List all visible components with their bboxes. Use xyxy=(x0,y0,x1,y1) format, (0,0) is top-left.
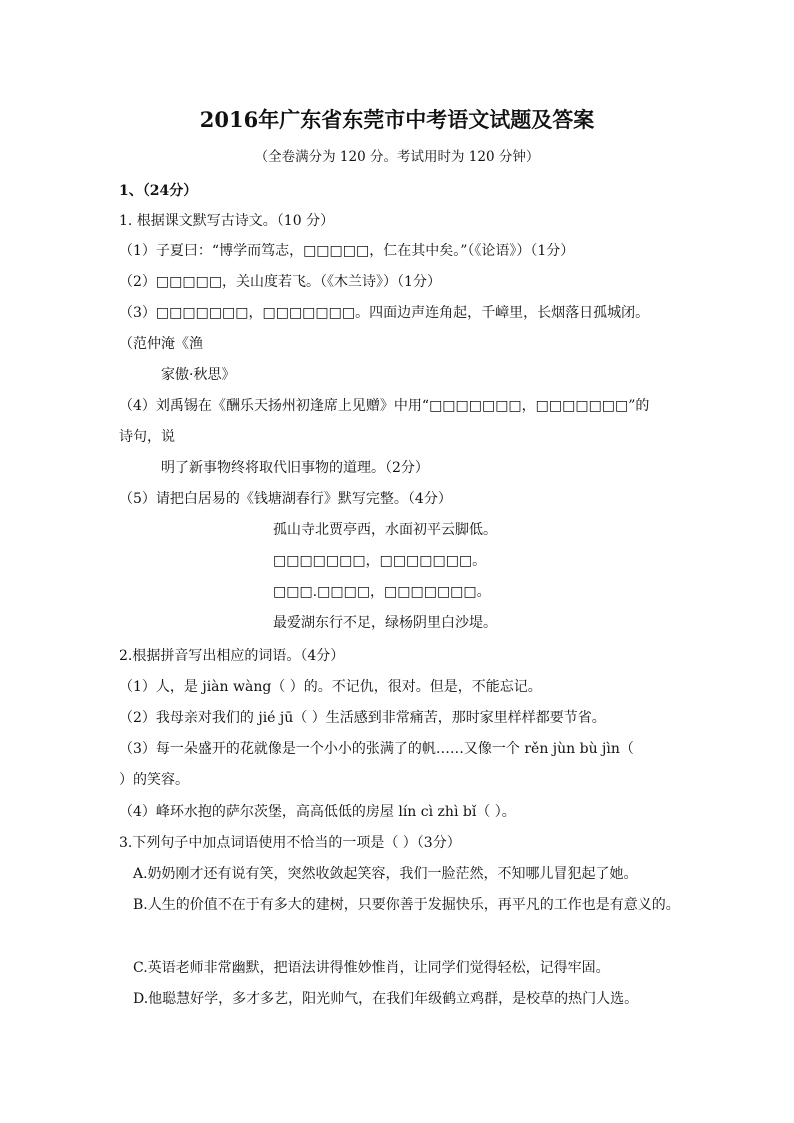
poem-line-1: 孤山寺北贾亭西，水面初平云脚低。 xyxy=(273,522,497,538)
page-title: 2016年广东省东莞市中考语文试题及答案 xyxy=(199,107,595,132)
poem-line-3: □□□.□□□□，□□□□□□□。 xyxy=(273,584,491,600)
question-1-item-1: （1）子夏曰：“博学而笃志，□□□□□，仁在其中矣。”（《论语》）（1分） xyxy=(119,243,575,259)
poem-line-4: 最爱湖东行不足，绿杨阴里白沙堤。 xyxy=(273,615,497,631)
poem-line-2: □□□□□□□，□□□□□□□。 xyxy=(273,553,487,569)
question-1-item-5: （5）请把白居易的《钱塘湖春行》默写完整。（4分） xyxy=(119,491,452,507)
question-1-item-2: （2）□□□□□，关山度若飞。（《木兰诗》）（1分） xyxy=(119,274,441,290)
question-1-item-4-cont: 诗句，说 xyxy=(119,429,175,445)
question-1-heading: 1. 根据课文默写古诗文。（10 分） xyxy=(119,213,335,229)
question-3-option-d: D.他聪慧好学，多才多艺，阳光帅气，在我们年级鹤立鸡群，是校草的热门人选。 xyxy=(133,991,639,1007)
question-2-item-3-cont: ）的笑容。 xyxy=(119,772,189,788)
question-2-item-3: （3）每一朵盛开的花就像是一个小小的张满了的帆……又像一个 rěn jùn bù jìn（ xyxy=(119,741,634,757)
question-1-item-3: （3）□□□□□□□，□□□□□□□。四面边声连角起，千嶂里，长烟落日孤城闭。 xyxy=(119,305,650,321)
question-2-heading: 2.根据拼音写出相应的词语。（4分） xyxy=(119,648,345,664)
section-heading: 1、（24分） xyxy=(119,183,198,199)
page-subtitle: （全卷满分为 120 分。考试用时为 120 分钟） xyxy=(254,149,540,165)
question-3-option-a: A.奶奶刚才还有说有笑，突然收敛起笑容，我们一脸茫然，不知哪儿冒犯起了她。 xyxy=(133,866,638,882)
question-2-item-2: （2）我母亲对我们的 jié jū（ ）生活感到非常痛苦，那时家里样样都要节省。 xyxy=(119,710,606,726)
question-2-item-4: （4）峰环水抱的萨尔茨堡，高高低低的房屋 lín cì zhì bǐ（ ）。 xyxy=(119,804,516,820)
question-1-item-3-source-a: （范仲淹《渔 xyxy=(119,336,203,352)
question-3-option-b: B.人生的价值不在于有多大的建树，只要你善于发掘快乐，再平凡的工作也是有意义的。 xyxy=(133,897,680,913)
question-3-option-c: C.英语老师非常幽默，把语法讲得惟妙惟肖，让同学们觉得轻松，记得牢固。 xyxy=(133,960,610,976)
question-1-item-4-end: 明了新事物终将取代旧事物的道理。（2分） xyxy=(161,460,429,476)
question-3-heading: 3.下列句子中加点词语使用不恰当的一项是（ ）（3分） xyxy=(119,835,461,851)
question-1-item-3-source-b: 家傲·秋思》 xyxy=(161,367,236,383)
question-2-item-1: （1）人，是 jiàn wàng（ ）的。不记仇，很对。但是，不能忘记。 xyxy=(119,679,542,695)
question-1-item-4: （4）刘禹锡在《酬乐天扬州初逢席上见赠》中用“□□□□□□□，□□□□□□□”的 xyxy=(119,398,650,414)
